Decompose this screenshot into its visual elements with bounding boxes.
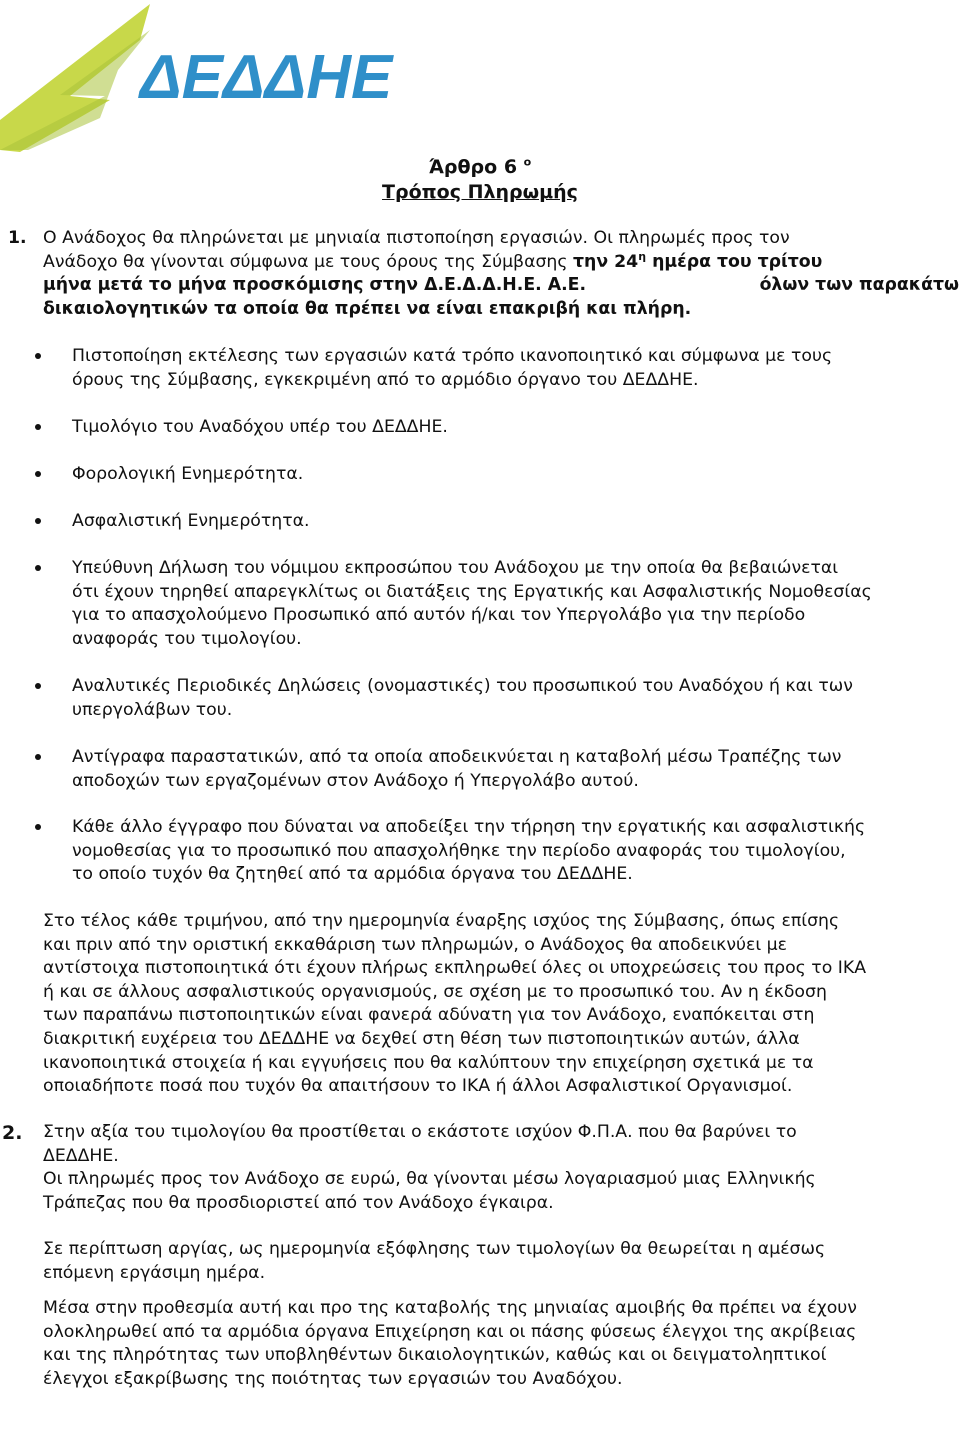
bullet-line: αναφοράς του τιμολογίου. [72, 628, 302, 649]
item-2-line: Τράπεζας που θα προσδιοριστεί από τον Ανάδοχο έγκαιρα. [43, 1192, 554, 1213]
bullet-line: Τιμολόγιο του Αναδόχου υπέρ του ΔΕΔΔΗΕ. [72, 417, 448, 437]
inspection-paragraph [43, 1297, 959, 1391]
item-2-line: Οι πληρωμές προς τον Ανάδοχο σε ευρώ, θα γίνονται μέσω λογαριασμού μιας Ελληνικής [43, 1169, 816, 1190]
bullet-dot [35, 824, 41, 830]
item-1-line: Ανάδοχο θα γίνονται σύμφωνα με τους όρους της Σύμβασης [43, 251, 568, 272]
item-1-deadline-superscript: η [638, 249, 647, 263]
bullet-line: όρους της Σύμβασης, εγκεκριμένη από το αρμόδιο όργανο του ΔΕΔΔΗΕ. [72, 369, 699, 390]
bullet-line: Αντίγραφα παραστατικών, από τα οποία αποδεικνύεται η καταβολή μέσω Τραπέζης των [72, 747, 842, 767]
bullet-line: Πιστοποίηση εκτέλεσης των εργασιών κατά τρόπο ικανοποιητικό και σύμφωνα με τους [72, 346, 833, 366]
item-1-bold-line: όλων των παρακάτω [759, 275, 959, 295]
article-subtitle: Τρόπος Πληρωμής [382, 181, 578, 203]
bullet-line: υπεργολάβων του. [72, 699, 233, 720]
company-logo [0, 0, 420, 160]
bullet-line: Αναλυτικές Περιοδικές Δηλώσεις (ονομαστικές) του προσωπικού του Αναδόχου ή και των [72, 676, 853, 696]
bullet-dot [35, 424, 41, 430]
bullet-dot [35, 683, 41, 689]
item-1-bold-text [43, 274, 959, 321]
paragraph-line: διακριτική ευχέρεια του ΔΕΔΔΗΕ να δεχθεί στη θέση των πιστοποιητικών αυτών, άλλα [43, 1028, 800, 1049]
bullet-dot [35, 565, 41, 571]
bullet-line: Υπεύθυνη Δήλωση του νόμιμου εκπροσώπου του Ανάδοχου με την οποία θα βεβαιώνεται [72, 558, 839, 578]
bullet-line: Ασφαλιστική Ενημερότητα. [72, 511, 310, 531]
paragraph-line: αντίστοιχα πιστοποιητικά ότι έχουν πλήρως εκπληρωθεί όλες οι υποχρεώσεις του προς το ΙΚΑ [43, 958, 867, 979]
paragraph-line: οποιαδήποτε ποσά που τυχόν θα απαιτήσουν το ΙΚΑ ή άλλοι Ασφαλιστικοί Οργανισμοί. [43, 1076, 793, 1097]
bullet-item [72, 345, 959, 392]
holiday-line: επόμενη εργάσιμη ημέρα. [43, 1262, 266, 1283]
holiday-paragraph [43, 1238, 959, 1285]
bullet-dot [35, 518, 41, 524]
bullet-line: Φορολογική Ενημερότητα. [72, 464, 304, 484]
quarterly-certificates-paragraph [43, 910, 959, 1099]
item-2-text [43, 1121, 959, 1215]
article-title [0, 156, 960, 178]
paragraph-line: των παραπάνω πιστοποιητικών είναι φανερά αδύνατη για τον Ανάδοχο, εναπόκειται στη [43, 1005, 815, 1026]
inspection-line: ολοκληρωθεί από τα αρμόδια όργανα Επιχείρηση και οι πάσης φύσεως έλεγχοι της ακρίβειας [43, 1321, 857, 1342]
article-title-text: Άρθρο 6 [428, 156, 518, 178]
inspection-line: και της πληρότητας των υποβληθέντων δικαιολογητικών, καθώς και οι δειγματοληπτικοί [43, 1345, 827, 1366]
item-1-deadline-rest: ημέρα του τρίτου [652, 251, 823, 272]
bullet-line: νομοθεσίας για το προσωπικό που απασχολήθηκε την περίοδο αναφοράς του τιμολογίου, [72, 840, 846, 861]
paragraph-line: ικανοποιητικά στοιχεία ή και εγγυήσεις που θα καλύπτουν την επιχείρηση σχετικά με τα [43, 1052, 814, 1073]
paragraph-line: Στο τέλος κάθε τριμήνου, από την ημερομηνία έναρξης ισχύος της Σύμβασης, όπως επίσης [43, 911, 840, 931]
bullet-item [72, 675, 959, 722]
item-1-deadline-day: την 24 [573, 251, 639, 272]
bullet-dot [35, 754, 41, 760]
item-1-text [43, 227, 959, 274]
bullet-item [72, 463, 959, 487]
item-1-bold-line: μήνα μετά το μήνα προσκόμισης στην Δ.Ε.Δ.Δ.Η.Ε. Α.Ε. [43, 275, 587, 295]
item-1-line: Ο Ανάδοχος θα πληρώνεται με μηνιαία πιστοποίηση εργασιών. Οι πληρωμές προς τον [43, 228, 790, 248]
bullet-item [72, 746, 959, 793]
bullet-item [72, 816, 959, 887]
article-title-superscript: ο [523, 155, 532, 169]
bullet-dot [35, 353, 41, 359]
bullet-item [72, 416, 959, 440]
bullet-item [72, 557, 959, 651]
bullet-line: για το απασχολούμενο Προσωπικό από αυτόν ή/και τον Υπεργολάβο για την περίοδο [72, 605, 806, 626]
inspection-line: Μέσα στην προθεσμία αυτή και προ της καταβολής της μηνιαίας αμοιβής θα πρέπει να έχουν [43, 1298, 857, 1318]
bullet-line: ότι έχουν τηρηθεί απαρεγκλίτως οι διατάξεις της Εργατικής και Ασφαλιστικής Νομοθεσίας [72, 581, 872, 602]
item-1-deadline [573, 249, 823, 272]
holiday-line: Σε περίπτωση αργίας, ως ημερομηνία εξόφλησης των τιμολογίων θα θεωρείται η αμέσως [43, 1239, 826, 1259]
item-2-line: Στην αξία του τιμολογίου θα προστίθεται ο εκάστοτε ισχύον Φ.Π.Α. που θα βαρύνει το [43, 1122, 797, 1142]
bullet-line: Κάθε άλλο έγγραφο που δύναται να αποδείξει την τήρηση την εργατικής και ασφαλιστικής [72, 817, 866, 837]
inspection-line: έλεγχοι εξακρίβωσης της ποιότητας των εργασιών του Αναδόχου. [43, 1368, 623, 1389]
logo-text: ΔΕΔΔΗΕ [140, 43, 393, 112]
bullet-dot [35, 471, 41, 477]
item-2-number: 2. [2, 1122, 23, 1144]
paragraph-line: και πριν από την οριστική εκκαθάριση των πληρωμών, ο Ανάδοχος θα αποδεικνύει με [43, 934, 788, 955]
item-2-line: ΔΕΔΔΗΕ. [43, 1145, 119, 1166]
logo-lightning-shape [0, 4, 150, 152]
bullet-line: το οποίο τυχόν θα ζητηθεί από τα αρμόδια όργανα του ΔΕΔΔΗΕ. [72, 864, 633, 885]
item-1-number: 1. [8, 228, 27, 248]
paragraph-line: ή και σε άλλους ασφαλιστικούς οργανισμούς, σε σχέση με το προσωπικό του. Αν η έκδοση [43, 981, 827, 1002]
bullet-item [72, 510, 959, 534]
item-1-bold-line: δικαιολογητικών τα οποία θα πρέπει να είναι επακριβή και πλήρη. [43, 298, 692, 319]
bullet-line: αποδοχών των εργαζομένων στον Ανάδοχο ή Υπεργολάβο αυτού. [72, 770, 639, 791]
